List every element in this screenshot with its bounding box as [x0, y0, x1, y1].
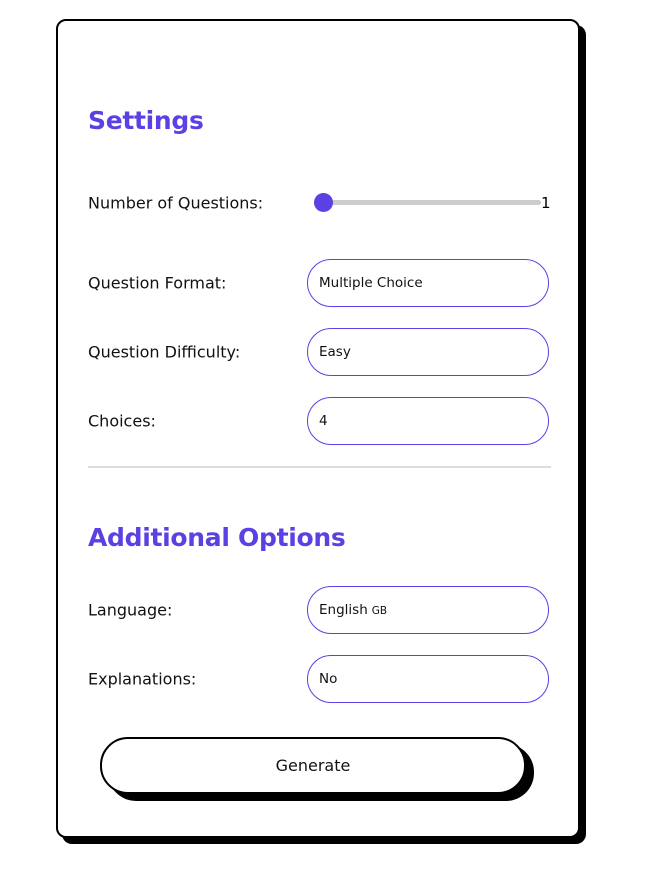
language-label: Language:	[88, 600, 173, 620]
explanations-select[interactable]	[307, 655, 549, 703]
num-questions-label: Number of Questions:	[88, 193, 264, 213]
explanations-label: Explanations:	[88, 669, 197, 689]
slider-thumb[interactable]	[314, 193, 333, 212]
explanations-value: No	[319, 671, 338, 687]
format-value: Multiple Choice	[319, 275, 423, 291]
format-select[interactable]	[307, 259, 549, 307]
num-questions-slider[interactable]	[323, 200, 541, 205]
section-divider	[88, 466, 551, 468]
additional-options-heading: Additional Options	[88, 523, 346, 552]
num-questions-value: 1	[541, 194, 551, 212]
difficulty-label: Question Difficulty:	[88, 342, 241, 362]
settings-heading: Settings	[88, 106, 204, 135]
difficulty-value: Easy	[319, 344, 351, 360]
choices-value: 4	[319, 413, 328, 429]
generate-button[interactable]: Generate	[100, 737, 526, 794]
difficulty-select[interactable]	[307, 328, 549, 376]
choices-select[interactable]	[307, 397, 549, 445]
language-select[interactable]	[307, 586, 549, 634]
language-region: GB	[371, 605, 388, 617]
language-value: English	[319, 602, 368, 618]
format-label: Question Format:	[88, 273, 227, 293]
choices-label: Choices:	[88, 411, 156, 431]
